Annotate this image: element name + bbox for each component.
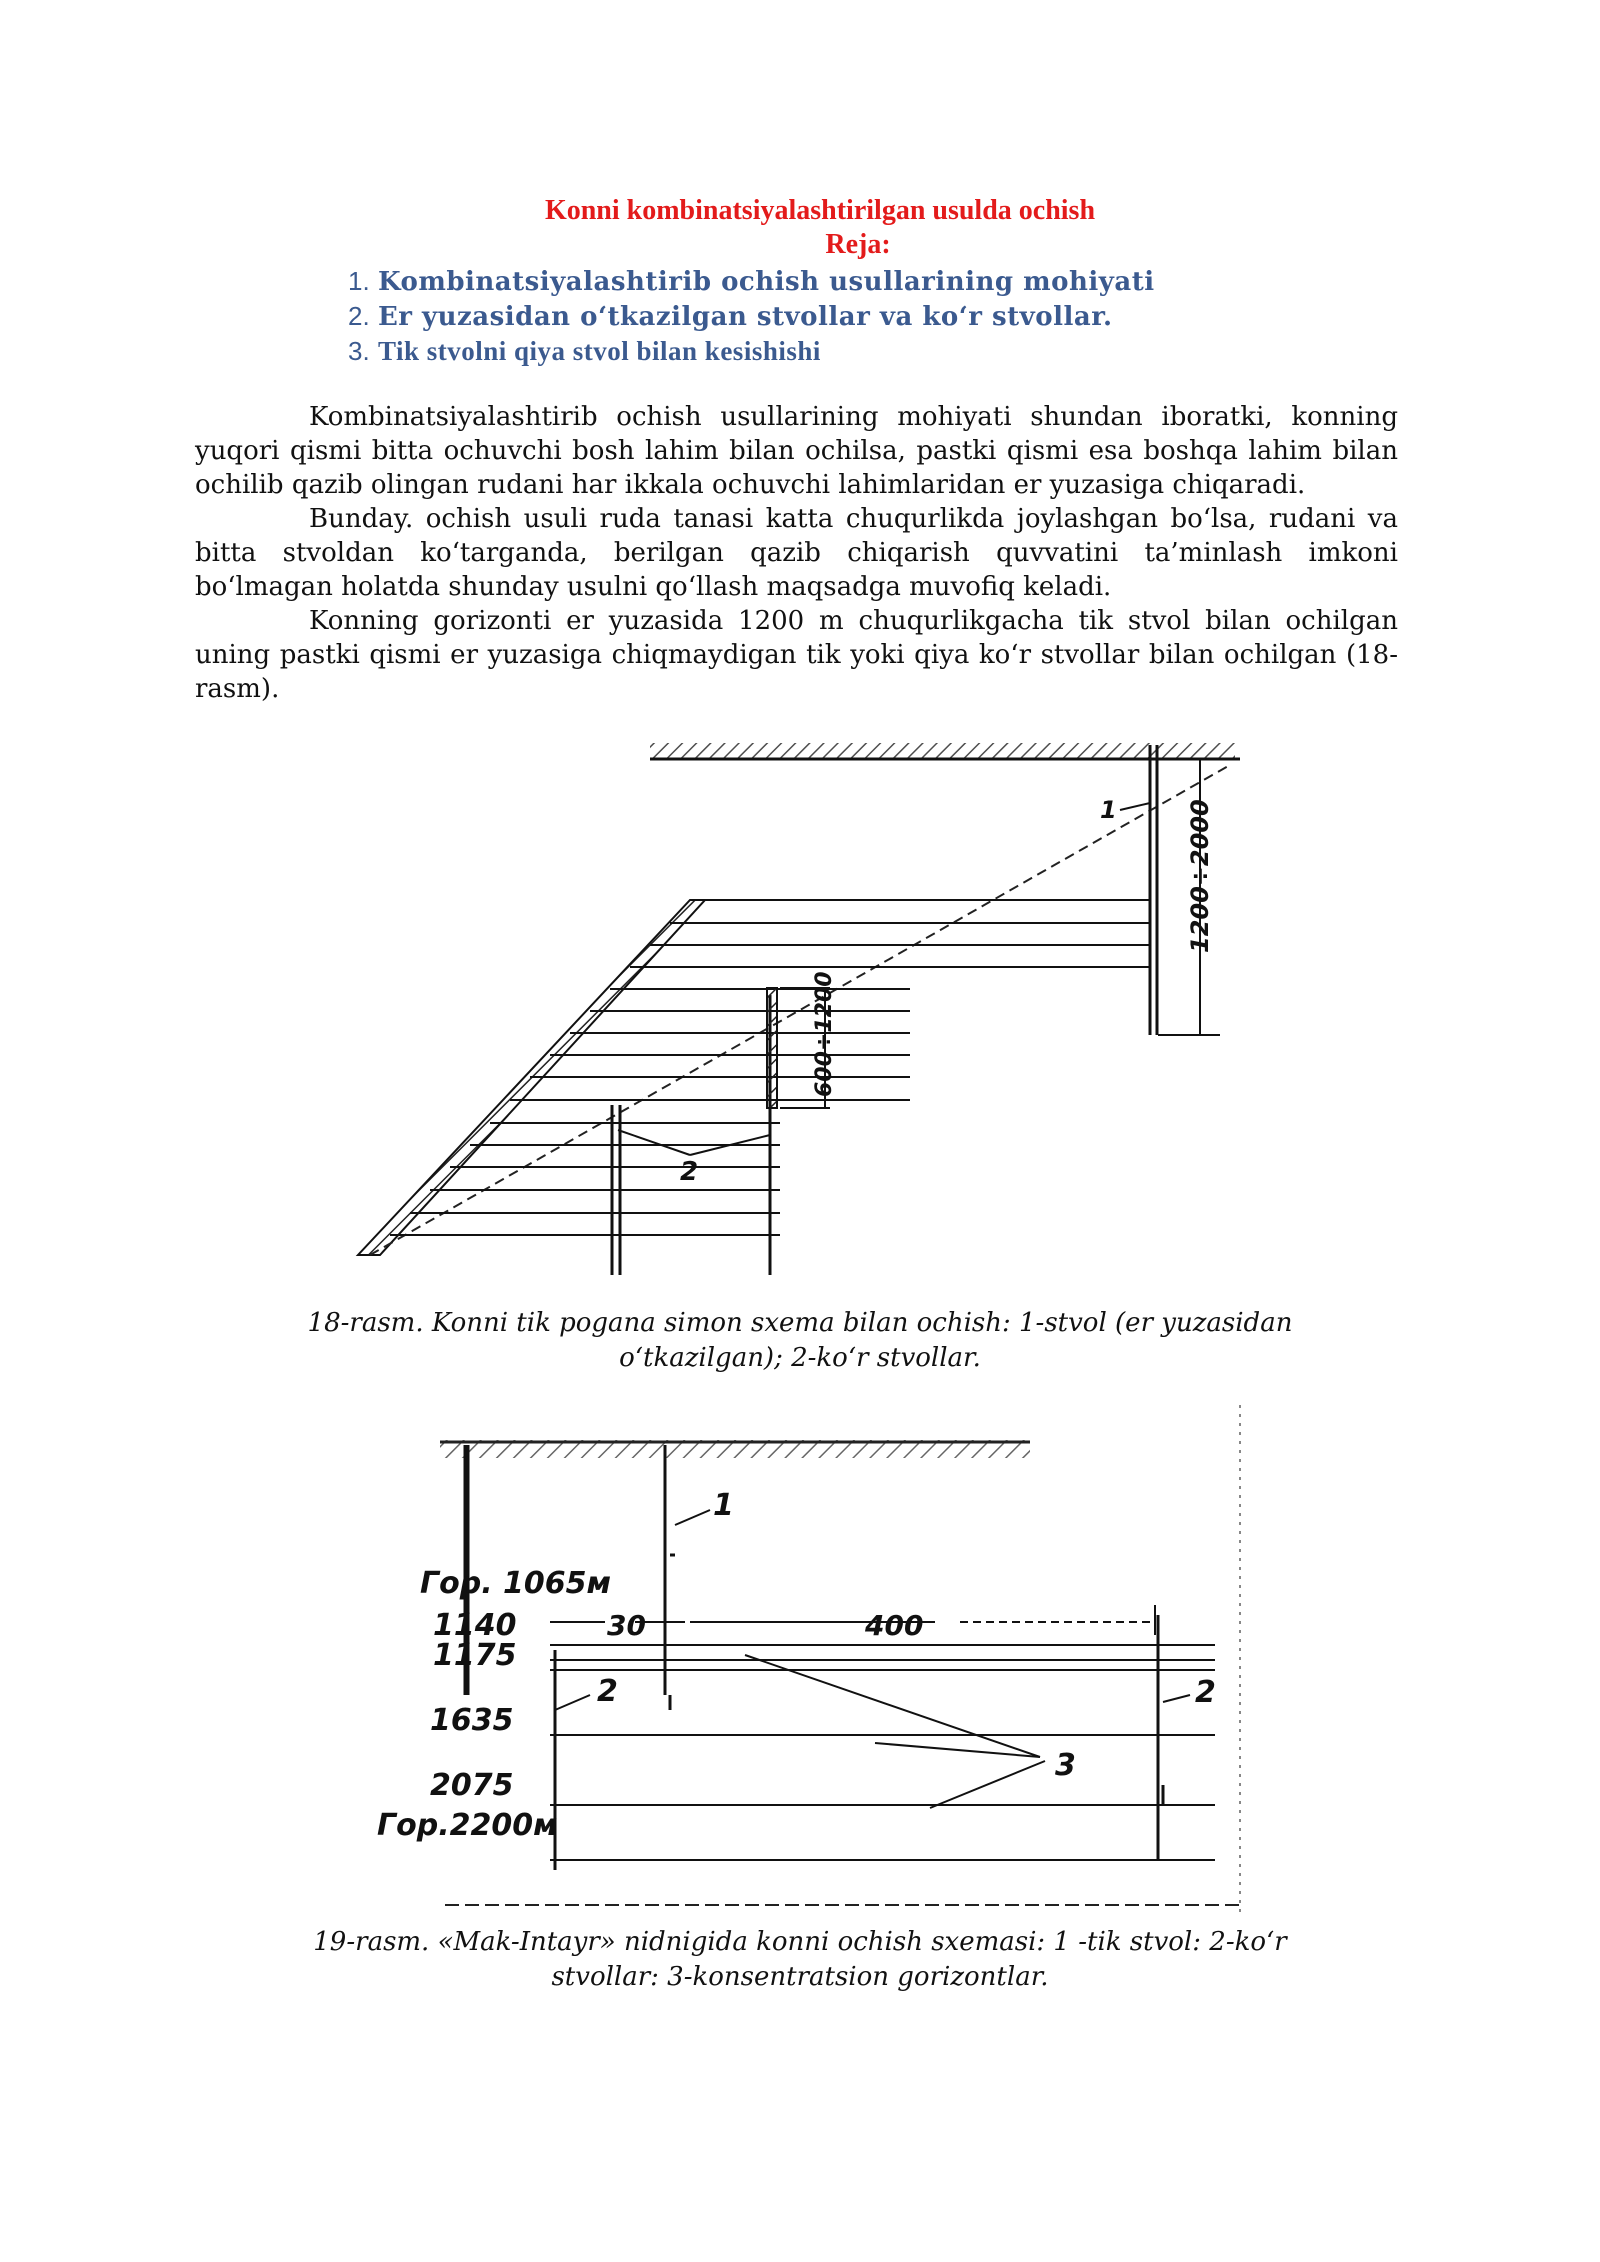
figure-18-caption [0, 1306, 1600, 1376]
figure-18-diagram [350, 735, 1250, 1280]
blind-shaft-right-label: 2 [1195, 1675, 1216, 1710]
callout-line-2-right [1163, 1695, 1190, 1702]
level-2075-label: 2075 [430, 1768, 514, 1803]
callout-3 [745, 1655, 1045, 1808]
figure-18-svg [350, 735, 1250, 1280]
document-title: Konni kombinatsiyalashtirilgan usulda ochish [544, 195, 1096, 226]
paragraph: Kombinatsiyalashtirib ochish usullarining mohiyati shundan iboratki, konning yuqori qismi bitta ochuvchi bosh lahim bilan ochilsa, pastki qismi esa boshqa lahim bilan ochilib qazib olingan rudani har ikkala ochuvchi lahimlaridan er yuzasiga chiqaradi. [195, 402, 1398, 500]
shaft-label: 1 [713, 1488, 734, 1523]
callout-line-1 [675, 1510, 710, 1525]
plan-item-number: 1. [348, 266, 370, 296]
plan-item-text: Er yuzasidan o‘tkazilgan stvollar va ko‘r stvollar. [377, 302, 1113, 332]
callout-line-2a [618, 1130, 690, 1155]
blind-shafts-label: 2 [680, 1157, 699, 1187]
horizons [550, 1645, 1215, 1860]
level-bottom-label: Гор.2200м [377, 1808, 558, 1843]
plan-item-number: 3. [348, 336, 370, 366]
plan-item-number: 2. [348, 301, 370, 331]
plan-list [348, 264, 1155, 369]
plan-heading: Reja: [825, 229, 891, 260]
dimension-long: 400 [865, 1609, 924, 1642]
figure-19-caption [0, 1925, 1600, 1995]
dimension-short: 30 [607, 1609, 646, 1642]
callout-line-1 [1120, 803, 1150, 810]
depth-label-upper: 1200÷2000 [1186, 799, 1214, 953]
level-1635-label: 1635 [430, 1703, 514, 1738]
caption-line: 19-rasm. «Mak-Intayr» nidnigida konni ochish sxemasi: 1 -tik stvol: 2-ko‘r [313, 1927, 1287, 1957]
figure-19-svg [345, 1405, 1265, 1915]
plan-item-text: Kombinatsiyalashtirib ochish usullarining mohiyati [377, 267, 1155, 297]
callout-line-2-left [555, 1695, 590, 1710]
plan-item [348, 299, 1155, 334]
blind-shaft-left-label: 2 [597, 1674, 618, 1709]
caption-line: 18-rasm. Konni tik pogana simon sxema bilan ochish: 1-stvol (er yuzasidan [307, 1308, 1293, 1338]
plan-item [348, 334, 1155, 369]
caption-line: stvollar: 3-konsentratsion gorizontlar. [551, 1962, 1049, 1992]
depth-label-lower: 600÷1200 [812, 971, 837, 1097]
ground-surface [440, 1440, 1030, 1458]
level-top-label: Гор. 1065м [420, 1566, 612, 1601]
plan-item-text: Tik stvolni qiya stvol bilan kesishishi [377, 336, 821, 366]
caption-line: o‘tkazilgan); 2-ko‘r stvollar. [619, 1343, 981, 1373]
level-1140-label: 1140 [433, 1608, 517, 1643]
blind-shaft-middle [767, 988, 777, 1108]
blind-shaft-right [1158, 1615, 1163, 1860]
shaft-label: 1 [1100, 796, 1117, 824]
figure-19-diagram [345, 1405, 1265, 1915]
main-shaft [1150, 745, 1157, 1035]
paragraph: Konning gorizonti er yuzasida 1200 m chuqurlikgacha tik stvol bilan ochilgan uning pastki qismi er yuzasiga chiqmaydigan tik yoki qiya ko‘r stvollar bilan ochilgan (18-rasm). [195, 606, 1398, 704]
plan-item [348, 264, 1155, 299]
horizons-label: 3 [1055, 1748, 1076, 1783]
paragraph: Bunday. ochish usuli ruda tanasi katta chuqurlikda joylashgan bo‘lsa, rudani va bitta stvoldan ko‘targanda, berilgan qazib chiqarish quvvatini ta’minlash imkoni bo‘lmagan holatda shunday usulni qo‘llash maqsadga muvofiq keladi. [195, 504, 1398, 602]
level-1175-label: 1175 [433, 1638, 517, 1673]
